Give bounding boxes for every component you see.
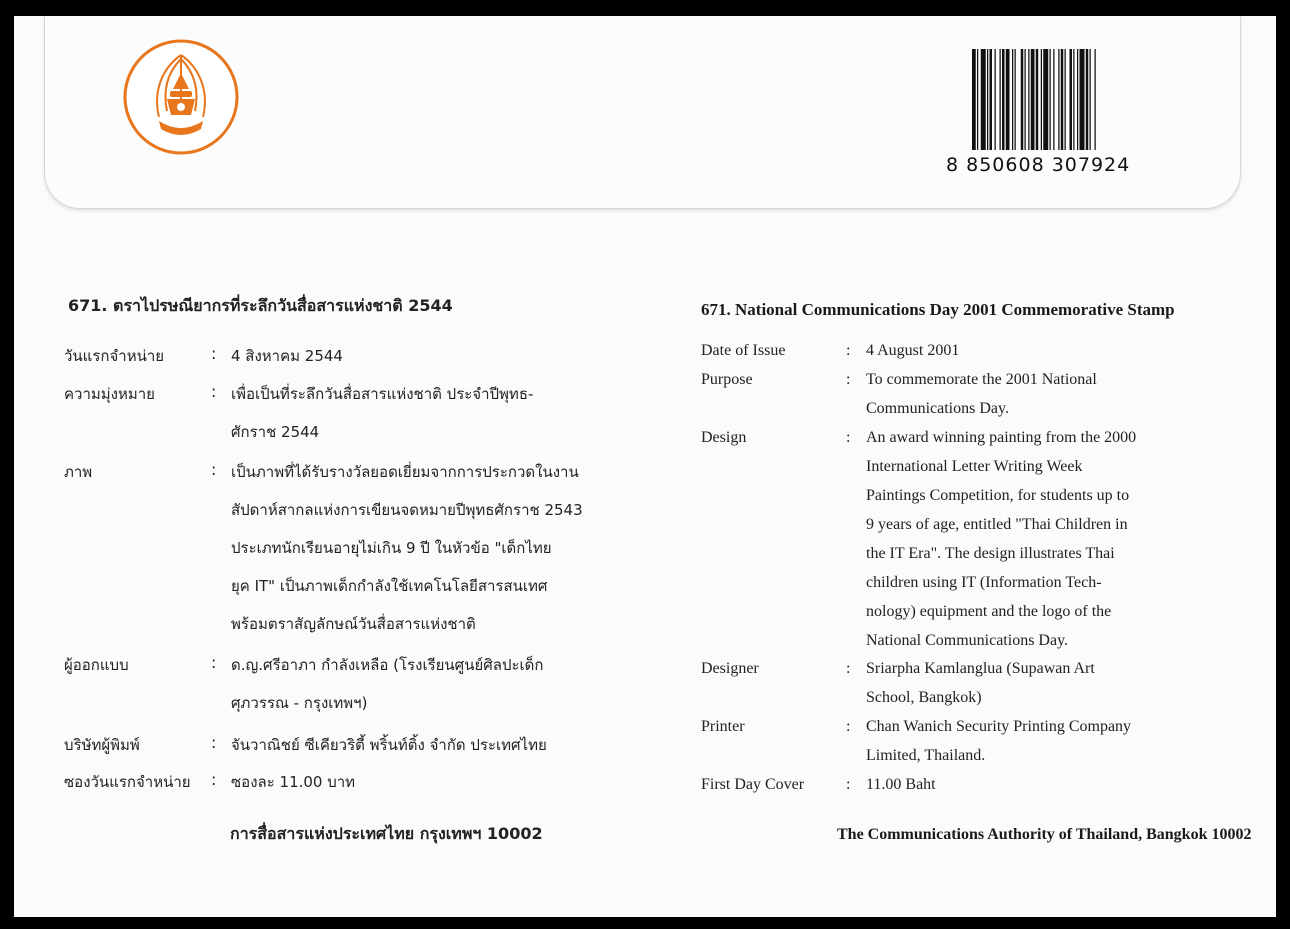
field-value-line: An award winning painting from the 2000 — [866, 429, 1137, 446]
barcode-bar — [1061, 49, 1064, 157]
field-label: Purpose — [701, 371, 753, 388]
field-colon: : — [211, 733, 217, 752]
field-colon: : — [846, 342, 851, 359]
field-value-line: สัปดาห์สากลแห่งการเขียนจดหมายปีพุทธศักราช 2543 — [231, 501, 583, 519]
barcode-bar — [1041, 49, 1042, 157]
field-colon: : — [211, 653, 217, 672]
field-value-line: 9 years of age, entitled "Thai Children in — [866, 516, 1128, 533]
field-value-line: Paintings Competition, for students up to — [866, 487, 1130, 504]
field-value-line: National Communications Day. — [866, 632, 1069, 649]
field-value-line: nology) equipment and the logo of the — [866, 603, 1112, 620]
barcode-bar — [1015, 49, 1016, 157]
barcode-bar — [1090, 49, 1091, 157]
field-value-line: เพื่อเป็นที่ระลึกวันสื่อสารแห่งชาติ ประจำปีพุทธ- — [231, 385, 534, 403]
english-footer: The Communications Authority of Thailand, Bangkok 10002 — [837, 826, 1252, 843]
field-label: ภาพ — [64, 463, 93, 481]
barcode-bar — [1031, 49, 1035, 157]
field-label: Printer — [701, 718, 745, 735]
field-value-line: ซองละ 11.00 บาท — [231, 773, 356, 791]
barcode-bar — [1028, 49, 1029, 157]
barcode-bar — [995, 49, 996, 157]
field-value-line: 4 สิงหาคม 2544 — [231, 347, 343, 365]
field-value-line: Limited, Thailand. — [866, 747, 986, 764]
barcode-bar — [1006, 49, 1010, 157]
field-colon: : — [846, 660, 851, 677]
barcode-bar — [1053, 49, 1054, 157]
field-colon: : — [211, 344, 217, 363]
field-value-line: ด.ญ.ศรีอาภา กำลังเหลือ (โรงเรียนศูนย์ศิลปะเด็ก — [231, 656, 544, 674]
barcode-bar — [1065, 49, 1066, 157]
barcode-bar — [1086, 49, 1089, 157]
field-value-line: Chan Wanich Security Printing Company — [866, 718, 1132, 735]
barcode-bar — [1080, 49, 1085, 157]
field-value-line: จันวาณิชย์ ซีเคียวริตี้ พริ้นท์ติ้ง จำกัด ประเทศไทย — [231, 736, 547, 754]
thai-title: 671. ตราไปรษณียากรที่ระลึกวันสื่อสารแห่งชาติ 2544 — [68, 296, 453, 315]
field-value-line: ศุภวรรณ - กรุงเทพฯ) — [231, 694, 368, 712]
barcode-bar — [990, 49, 993, 157]
field-value-line: ยุค IT" เป็นภาพเด็กกำลังใช้เทคโนโลยีสารสนเทศ — [231, 577, 548, 595]
field-colon: : — [846, 718, 851, 735]
barcode-bar — [981, 49, 986, 157]
field-label: Date of Issue — [701, 342, 786, 359]
field-label: ความมุ่งหมาย — [64, 385, 155, 403]
field-value-line: ประเภทนักเรียนอายุไม่เกิน 9 ปี ในหัวข้อ "เด็กไทย — [231, 539, 552, 557]
field-colon: : — [846, 371, 851, 388]
field-label: บริษัทผู้พิมพ์ — [64, 736, 140, 754]
field-label: ผู้ออกแบบ — [64, 656, 129, 674]
barcode-bar — [1012, 49, 1013, 157]
field-colon: : — [211, 382, 217, 401]
english-title: 671. National Communications Day 2001 Commemorative Stamp — [701, 300, 1175, 319]
field-value-line: 11.00 Baht — [866, 776, 936, 793]
barcode-bar — [1002, 49, 1005, 157]
barcode-bar — [972, 49, 976, 157]
field-value-line: Sriarpha Kamlanglua (Supawan Art — [866, 660, 1095, 677]
barcode-icon — [970, 49, 1171, 157]
field-value-line: International Letter Writing Week — [866, 458, 1083, 475]
field-value-line: School, Bangkok) — [866, 689, 982, 706]
field-value-line: Communications Day. — [866, 400, 1009, 417]
barcode-number: 8 850608 307924 — [946, 150, 1176, 180]
field-value-line: To commemorate the 2001 National — [866, 371, 1097, 388]
field-colon: : — [846, 429, 851, 446]
field-label: First Day Cover — [701, 776, 805, 793]
field-value-line: the IT Era". The design illustrates Thai — [866, 545, 1115, 562]
barcode-bar — [1021, 49, 1024, 157]
field-colon: : — [211, 460, 217, 479]
barcode-bar — [1077, 49, 1078, 157]
field-colon: : — [846, 776, 851, 793]
barcode-bar — [977, 49, 978, 157]
barcode-bar — [1043, 49, 1048, 157]
field-label: Designer — [701, 660, 759, 677]
barcode-bar — [1000, 49, 1001, 157]
field-value-line: เป็นภาพที่ได้รับรางวัลยอดเยี่ยมจากการประกวดในงาน — [231, 463, 579, 481]
barcode-bar — [1036, 49, 1039, 157]
barcode-bar — [1058, 49, 1059, 157]
field-colon: : — [211, 770, 217, 789]
field-label: ซองวันแรกจำหน่าย — [64, 773, 191, 791]
barcode-bar — [1050, 49, 1051, 157]
field-value-line: children using IT (Information Tech- — [866, 574, 1102, 591]
field-value-line: 4 August 2001 — [866, 342, 960, 359]
field-value-line: พร้อมตราสัญลักษณ์วันสื่อสารแห่งชาติ — [231, 615, 476, 633]
barcode-bar — [1025, 49, 1026, 157]
barcode-bar — [1073, 49, 1074, 157]
field-label: วันแรกจำหน่าย — [64, 347, 165, 365]
barcode-bar — [987, 49, 988, 157]
barcode-bar — [1070, 49, 1073, 157]
field-label: Design — [701, 429, 747, 446]
cat-emblem-logo — [123, 39, 239, 155]
barcode-bar — [1095, 49, 1096, 157]
field-value-line: ศักราช 2544 — [231, 423, 320, 441]
thai-footer: การสื่อสารแห่งประเทศไทย กรุงเทพฯ 10002 — [230, 824, 543, 843]
